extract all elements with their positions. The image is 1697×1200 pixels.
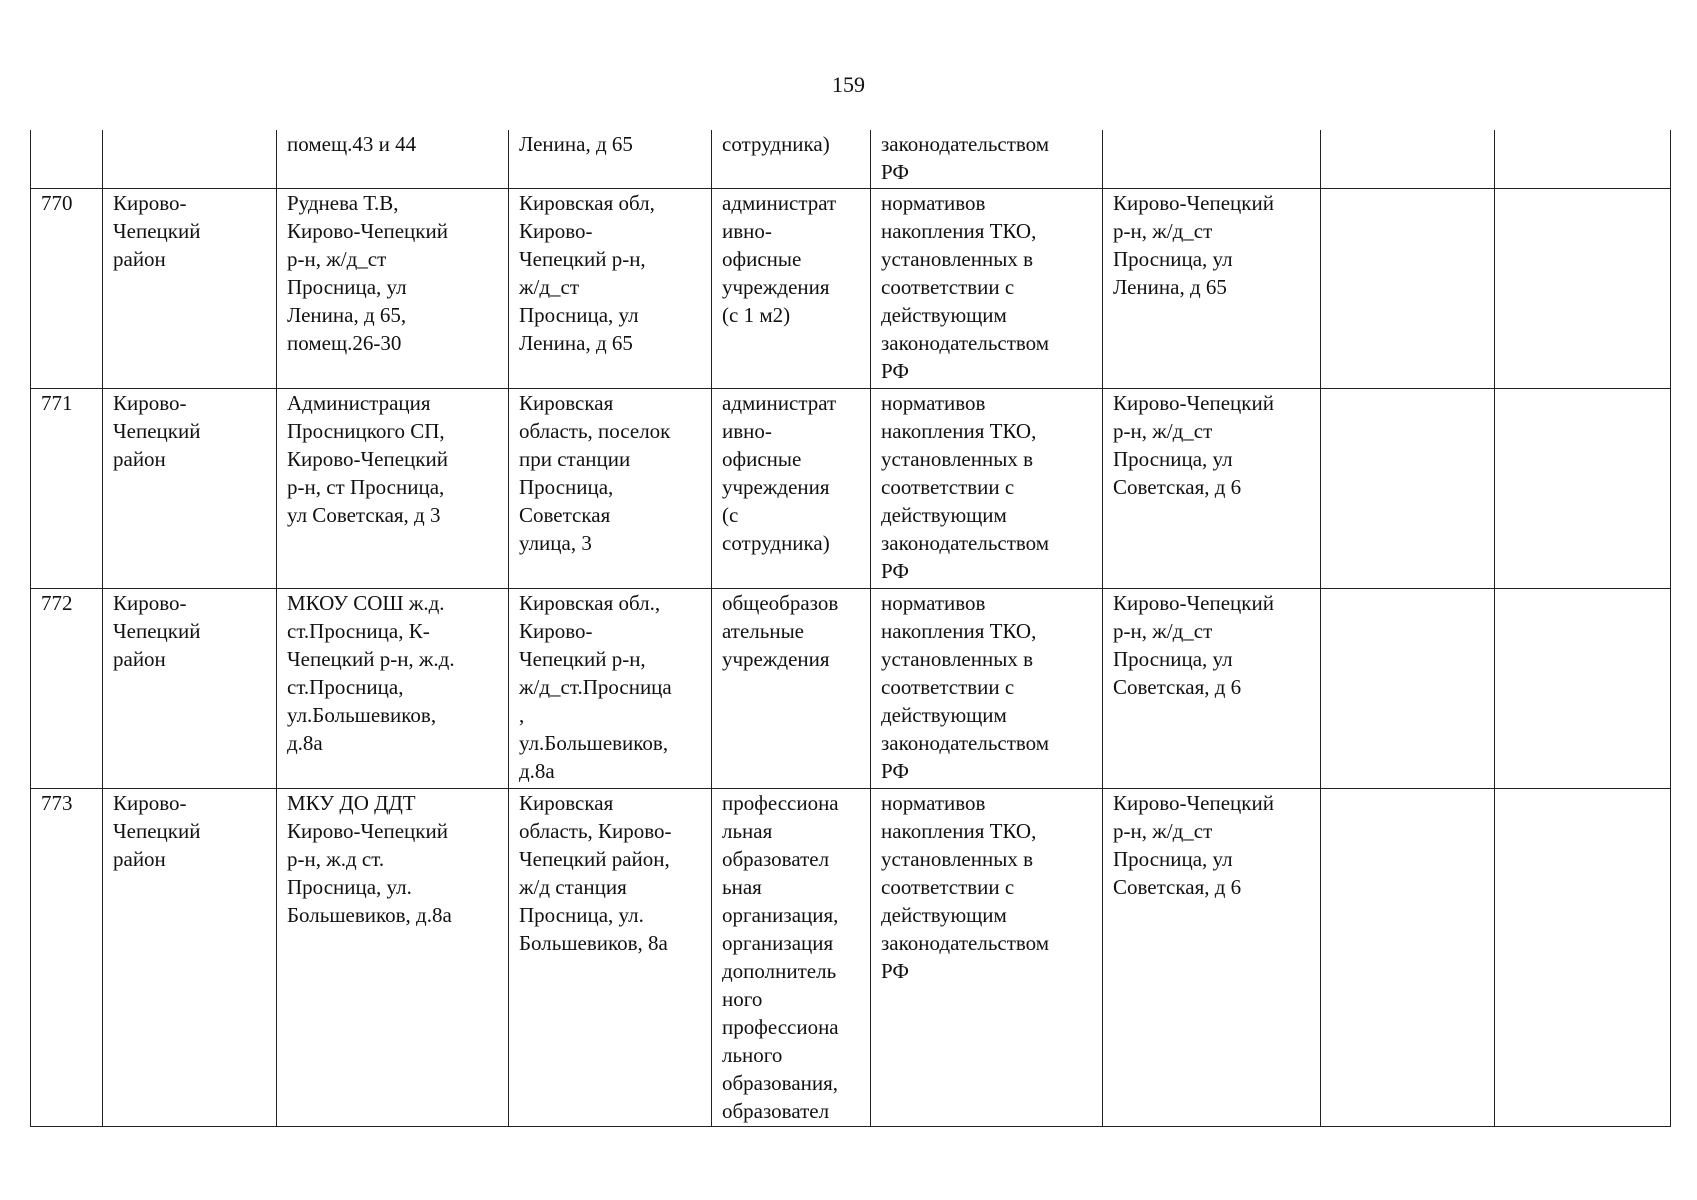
district-cell	[103, 130, 277, 189]
row-number-cell: 773	[31, 789, 103, 1127]
extra-cell-2	[1495, 130, 1671, 189]
extra-cell-2	[1495, 789, 1671, 1127]
owner-cell: Руднева Т.В, Кирово-Чепецкий р-н, ж/д_ст Просница, ул Ленина, д 65, помещ.26-30	[277, 189, 509, 389]
extra-cell-1	[1321, 189, 1495, 389]
site-cell: Кирово-Чепецкий р-н, ж/д_ст Просница, ул Советская, д 6	[1103, 589, 1321, 789]
category-cell: администрат ивно- офисные учреждения (с сотрудника)	[712, 389, 871, 589]
page-number: 159	[832, 72, 865, 97]
extra-cell-2	[1495, 189, 1671, 389]
site-cell: Кирово-Чепецкий р-н, ж/д_ст Просница, ул Ленина, д 65	[1103, 189, 1321, 389]
district-cell: Кирово- Чепецкий район	[103, 789, 277, 1127]
row-number-cell	[31, 130, 103, 189]
norm-cell: нормативов накопления ТКО, установленных в соответствии с действующим законодательством РФ	[871, 389, 1103, 589]
extra-cell-1	[1321, 130, 1495, 189]
row-number-cell: 772	[31, 589, 103, 789]
owner-cell: МКОУ СОШ ж.д. ст.Просница, К- Чепецкий р-н, ж.д. ст.Просница, ул.Большевиков, д.8а	[277, 589, 509, 789]
site-cell	[1103, 130, 1321, 189]
district-cell: Кирово- Чепецкий район	[103, 589, 277, 789]
table-row	[31, 130, 1671, 189]
extra-cell-1	[1321, 589, 1495, 789]
district-cell: Кирово- Чепецкий район	[103, 189, 277, 389]
registry-table	[30, 130, 1671, 1127]
address-cell: Кировская область, Кирово- Чепецкий район, ж/д станция Просница, ул. Большевиков, 8а	[509, 789, 712, 1127]
owner-cell: МКУ ДО ДДТ Кирово-Чепецкий р-н, ж.д ст. Просница, ул. Большевиков, д.8а	[277, 789, 509, 1127]
owner-cell: Администрация Просницкого СП, Кирово-Чепецкий р-н, ст Просница, ул Советская, д 3	[277, 389, 509, 589]
address-cell: Кировская обл, Кирово- Чепецкий р-н, ж/д_ст Просница, ул Ленина, д 65	[509, 189, 712, 389]
extra-cell-2	[1495, 589, 1671, 789]
address-cell: Ленина, д 65	[509, 130, 712, 189]
norm-cell: законодательством РФ	[871, 130, 1103, 189]
row-number-cell: 771	[31, 389, 103, 589]
extra-cell-1	[1321, 389, 1495, 589]
extra-cell-1	[1321, 789, 1495, 1127]
district-cell: Кирово- Чепецкий район	[103, 389, 277, 589]
table-row	[31, 789, 1671, 1127]
category-cell: администрат ивно- офисные учреждения (с 1 м2)	[712, 189, 871, 389]
table-row	[31, 389, 1671, 589]
table-row	[31, 589, 1671, 789]
category-cell: сотрудника)	[712, 130, 871, 189]
norm-cell: нормативов накопления ТКО, установленных в соответствии с действующим законодательством РФ	[871, 589, 1103, 789]
row-number-cell: 770	[31, 189, 103, 389]
address-cell: Кировская область, поселок при станции Просница, Советская улица, 3	[509, 389, 712, 589]
category-cell: общеобразов ательные учреждения	[712, 589, 871, 789]
norm-cell: нормативов накопления ТКО, установленных в соответствии с действующим законодательством РФ	[871, 189, 1103, 389]
norm-cell: нормативов накопления ТКО, установленных в соответствии с действующим законодательством РФ	[871, 789, 1103, 1127]
address-cell: Кировская обл., Кирово- Чепецкий р-н, ж/д_ст.Просница , ул.Большевиков, д.8а	[509, 589, 712, 789]
site-cell: Кирово-Чепецкий р-н, ж/д_ст Просница, ул Советская, д 6	[1103, 789, 1321, 1127]
extra-cell-2	[1495, 389, 1671, 589]
owner-cell: помещ.43 и 44	[277, 130, 509, 189]
site-cell: Кирово-Чепецкий р-н, ж/д_ст Просница, ул Советская, д 6	[1103, 389, 1321, 589]
category-cell: профессиона льная образовател ьная организация, организация дополнитель ного профессиона льного образования, образовател	[712, 789, 871, 1127]
table-row	[31, 189, 1671, 389]
